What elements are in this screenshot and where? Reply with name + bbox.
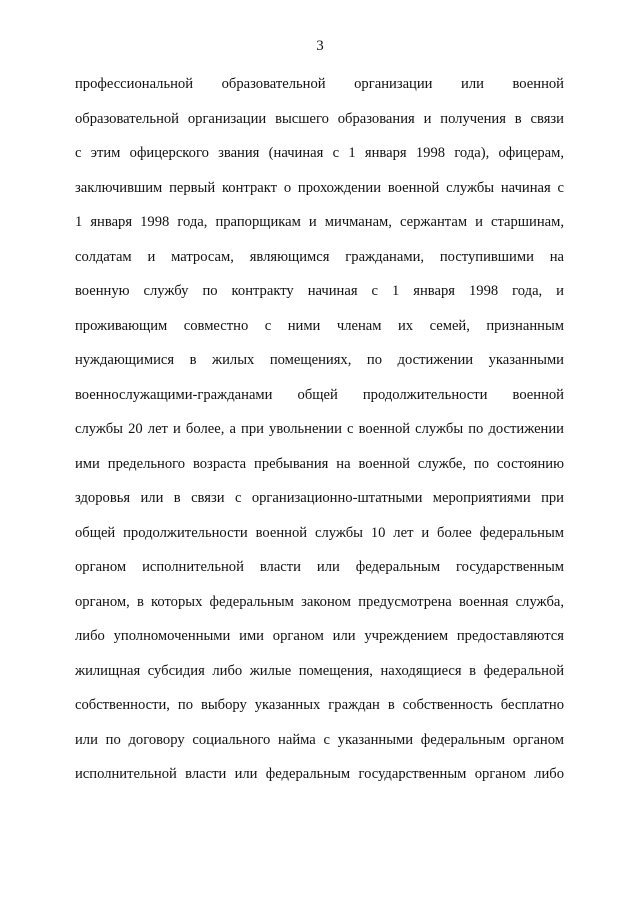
text-line: здоровья или в связи с организационно-штатными мероприятиями при — [75, 490, 564, 506]
text-line: или по договору социального найма с указанными федеральным органом — [75, 731, 564, 748]
text-line: военнослужащими-гражданами общей продолжительности военной — [75, 386, 564, 403]
text-line: органом, в которых федеральным законом предусмотрена военная служба, — [75, 593, 564, 610]
text-line: общей продолжительности военной службы 10 лет и более федеральным — [75, 524, 564, 541]
text-line: нуждающимися в жилых помещениях, по достижении указанными — [75, 352, 564, 368]
text-line: солдатам и матросам, являющимся гражданами, поступившими на — [75, 248, 564, 265]
text-line: ими предельного возраста пребывания на военной службе, по состоянию — [75, 455, 564, 472]
text-line: образовательной организации высшего образования и получения в связи — [75, 110, 564, 127]
text-line: службы 20 лет и более, а при увольнении с военной службы по достижении — [75, 421, 564, 437]
text-line: исполнительной власти или федеральным государственным органом либо — [75, 766, 564, 782]
text-line: с этим офицерского звания (начиная с 1 января 1998 года), офицерам, — [75, 145, 564, 161]
page-number: 3 — [316, 38, 324, 54]
text-line: профессиональной образовательной организации или военной — [75, 76, 564, 92]
text-line: органом исполнительной власти или федеральным государственным — [75, 559, 564, 575]
body-text — [75, 74, 564, 799]
text-line: жилищная субсидия либо жилые помещения, находящиеся в федеральной — [75, 662, 564, 679]
text-line: собственности, по выбору указанных граждан в собственность бесплатно — [75, 697, 564, 713]
text-line: либо уполномоченными ими органом или учреждением предоставляются — [75, 628, 564, 644]
text-line: проживающим совместно с ними членам их семей, признанным — [75, 317, 564, 334]
text-line: заключившим первый контракт о прохождении военной службы начиная с — [75, 179, 564, 196]
text-line: военную службу по контракту начиная с 1 января 1998 года, и — [75, 283, 564, 299]
text-line: 1 января 1998 года, прапорщикам и мичманам, сержантам и старшинам, — [75, 214, 564, 230]
